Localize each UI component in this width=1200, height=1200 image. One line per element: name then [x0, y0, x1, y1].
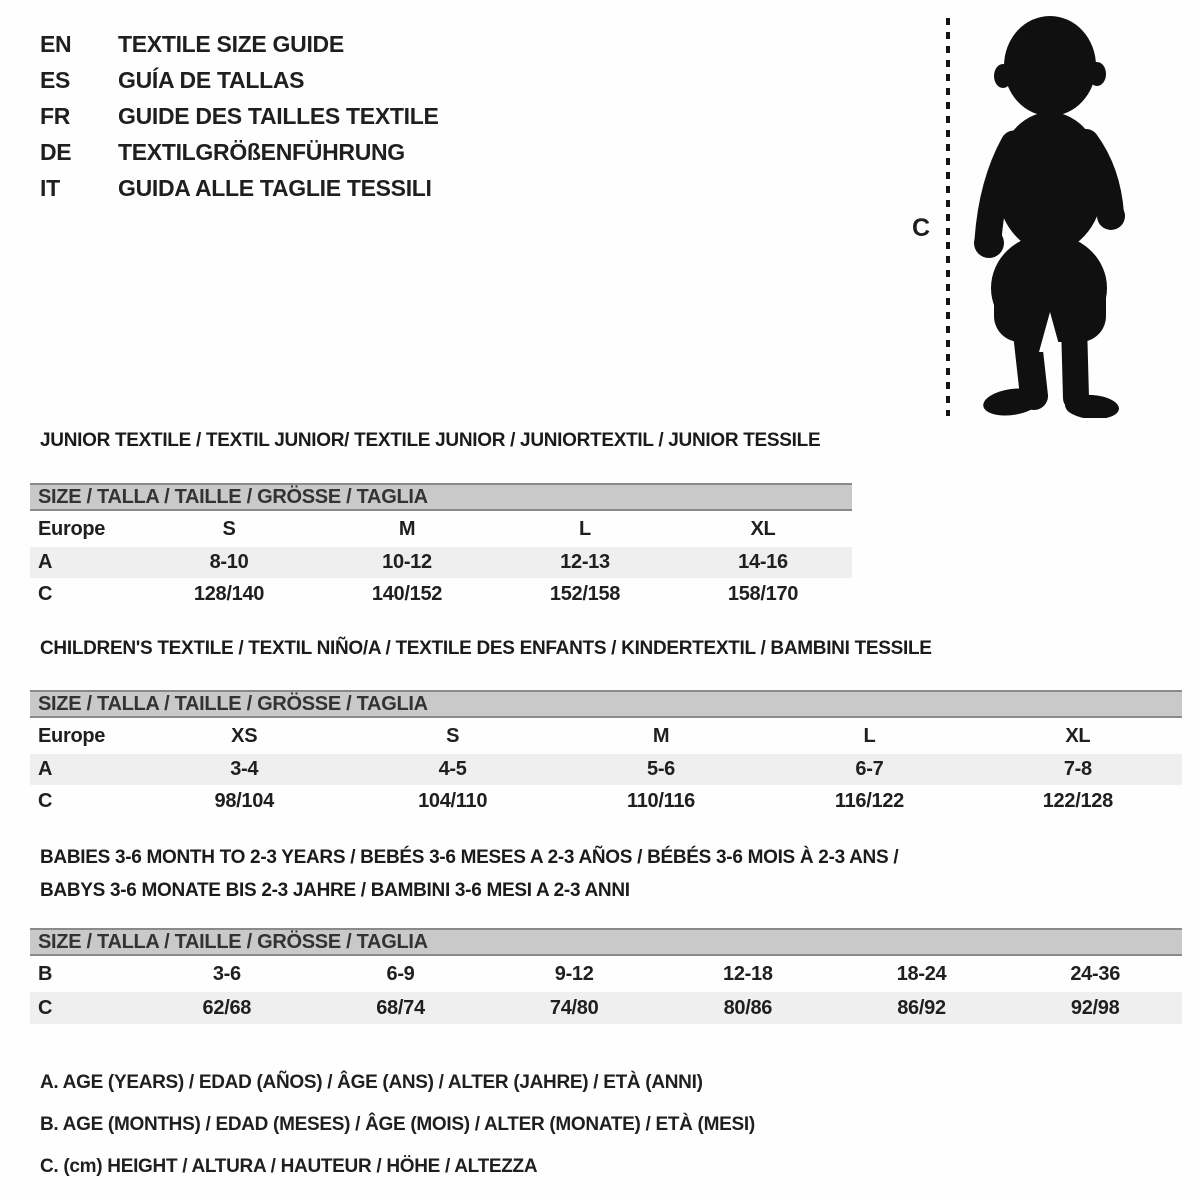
value-cell: 92/98	[1070, 996, 1120, 1019]
value-cell: 7-8	[1063, 758, 1092, 780]
height-dashed-line	[946, 18, 950, 416]
value-cell: 98/104	[214, 790, 274, 812]
language-row-fr	[40, 98, 439, 134]
value-cell: 68/74	[376, 996, 425, 1019]
legend-line-a: A. AGE (YEARS) / EDAD (AÑOS) / ÂGE (ANS) / ALTER (JAHRE) / ETÀ (ANNI)	[40, 1072, 703, 1093]
language-code: FR	[40, 103, 71, 129]
language-row-de	[40, 134, 439, 170]
language-row-es	[40, 62, 439, 98]
table-row-height	[30, 785, 1182, 818]
value-cell: 9-12	[554, 962, 594, 985]
value-cell: 158/170	[727, 583, 799, 605]
size-header-band: SIZE / TALLA / TAILLE / GRÖSSE / TAGLIA	[30, 483, 852, 511]
measure-legend	[40, 1062, 755, 1188]
babies-title-line1: BABIES 3-6 MONTH TO 2-3 YEARS / BEBÉS 3-6 MESES A 2-3 AÑOS / BÉBÉS 3-6 MOIS À 2-3 ANS /	[40, 847, 899, 868]
legend-line-c: C. (cm) HEIGHT / ALTURA / HAUTEUR / HÖHE / ALTEZZA	[40, 1156, 538, 1177]
value-cell: 152/158	[549, 583, 621, 605]
row-label: C	[38, 583, 53, 605]
size-header-band: SIZE / TALLA / TAILLE / GRÖSSE / TAGLIA	[30, 928, 1182, 956]
size-cell: L	[579, 517, 591, 540]
value-cell: 18-24	[896, 962, 947, 985]
row-label: A	[38, 758, 53, 780]
value-cell: 110/116	[627, 790, 696, 812]
table-row-age	[30, 754, 1182, 785]
children-section-title: CHILDREN'S TEXTILE / TEXTIL NIÑO/A / TEXTILE DES ENFANTS / KINDERTEXTIL / BAMBINI TESSILE	[40, 638, 932, 659]
value-cell: 14-16	[738, 551, 788, 573]
value-cell: 12-13	[560, 551, 610, 573]
toddler-silhouette-icon	[962, 12, 1134, 418]
language-label: TEXTILE SIZE GUIDE	[118, 31, 344, 57]
value-cell: 6-9	[386, 962, 415, 985]
table-row-age	[30, 547, 852, 578]
value-cell: 6-7	[855, 758, 884, 780]
value-cell: 3-4	[230, 758, 259, 780]
value-cell: 116/122	[834, 790, 904, 812]
row-label: C	[38, 996, 53, 1019]
value-cell: 74/80	[549, 996, 599, 1019]
size-cell: S	[222, 517, 236, 540]
language-label: GUIDA ALLE TAGLIE TESSILI	[118, 175, 432, 201]
language-code: DE	[40, 139, 72, 165]
language-row-it	[40, 170, 439, 206]
value-cell: 12-18	[723, 962, 773, 985]
table-row-age-months	[30, 956, 1182, 992]
row-label: A	[38, 551, 53, 573]
value-cell: 3-6	[212, 962, 241, 985]
size-cell: XS	[231, 724, 258, 747]
value-cell: 140/152	[371, 583, 443, 605]
row-label: Europe	[38, 517, 106, 540]
row-label: Europe	[38, 724, 106, 747]
language-label: TEXTILGRÖßENFÜHRUNG	[118, 139, 405, 165]
legend-line-b: B. AGE (MONTHS) / EDAD (MESES) / ÂGE (MOIS) / ALTER (MONATE) / ETÀ (MESI)	[40, 1114, 755, 1135]
language-row-en	[40, 26, 439, 62]
language-label: GUIDE DES TAILLES TEXTILE	[118, 103, 439, 129]
babies-section-title	[40, 841, 940, 907]
language-code: ES	[40, 67, 71, 93]
value-cell: 80/86	[723, 996, 773, 1019]
size-cell: M	[398, 517, 416, 540]
row-label: B	[38, 962, 53, 985]
value-cell: 128/140	[193, 583, 265, 605]
children-size-table	[30, 690, 1182, 818]
babies-title-line2: BABYS 3-6 MONATE BIS 2-3 JAHRE / BAMBINI 3-6 MESI A 2-3 ANNI	[40, 880, 630, 901]
value-cell: 62/68	[202, 996, 252, 1019]
babies-size-table	[30, 928, 1182, 1024]
value-cell: 104/110	[418, 790, 488, 812]
value-cell: 122/128	[1042, 790, 1113, 812]
size-cell: XL	[750, 517, 776, 540]
size-cell: XL	[1065, 724, 1091, 747]
value-cell: 4-5	[438, 758, 467, 780]
language-label: GUÍA DE TALLAS	[118, 67, 305, 93]
value-cell: 8-10	[209, 551, 249, 573]
language-code: IT	[40, 175, 60, 201]
table-row-height	[30, 578, 852, 611]
size-cell: M	[652, 724, 670, 747]
height-measure-label: C	[912, 214, 931, 242]
junior-size-table	[30, 483, 852, 611]
value-cell: 10-12	[382, 551, 432, 573]
table-row-europe	[30, 511, 852, 547]
value-cell: 24-36	[1070, 962, 1121, 985]
size-cell: L	[863, 724, 876, 747]
row-label: C	[38, 790, 53, 812]
size-header-band: SIZE / TALLA / TAILLE / GRÖSSE / TAGLIA	[30, 690, 1182, 718]
value-cell: 86/92	[897, 996, 946, 1019]
size-cell: S	[446, 724, 460, 747]
language-code: EN	[40, 31, 72, 57]
value-cell: 5-6	[647, 758, 676, 780]
junior-section-title: JUNIOR TEXTILE / TEXTIL JUNIOR/ TEXTILE JUNIOR / JUNIORTEXTIL / JUNIOR TESSILE	[40, 430, 821, 451]
table-row-height	[30, 992, 1182, 1024]
language-list	[40, 26, 439, 206]
table-row-europe	[30, 718, 1182, 754]
